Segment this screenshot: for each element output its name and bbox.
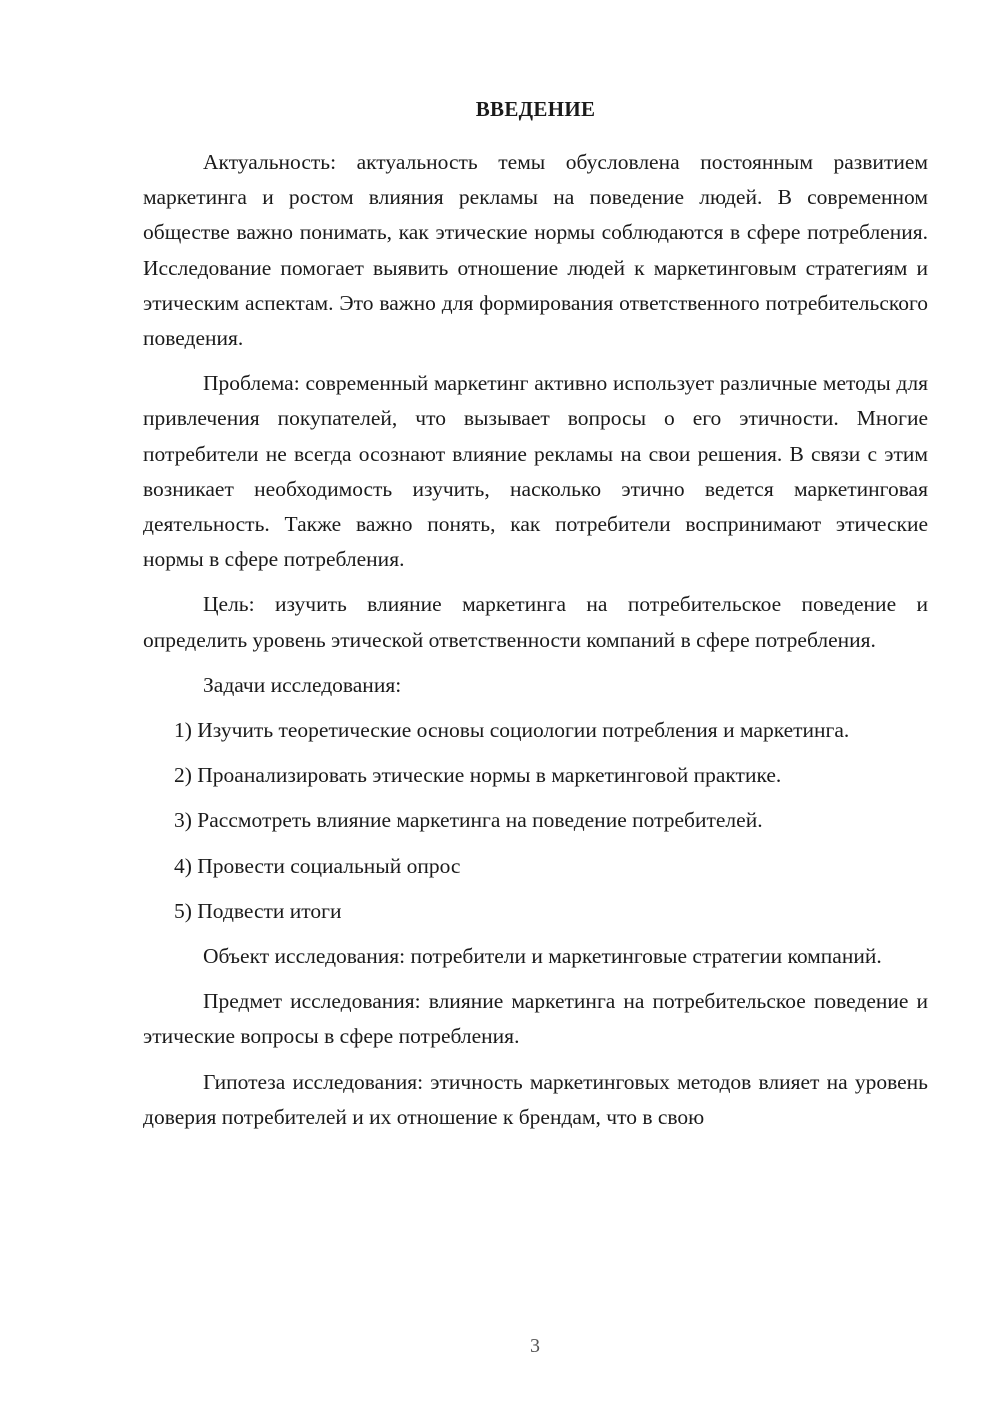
task-item-1: 1) Изучить теоретические основы социологии потребления и маркетинга. bbox=[174, 718, 850, 743]
task-item-4: 4) Провести социальный опрос bbox=[174, 853, 461, 878]
task-item-2: 2) Проанализировать этические нормы в маркетинговой практике. bbox=[174, 763, 782, 788]
paragraph-hypothesis: Гипотеза исследования: этичность маркетинговых методов влияет на уровень доверия потребителей и их отношение к брендам, что в свою bbox=[143, 1069, 928, 1129]
section-title: ВВЕДЕНИЕ bbox=[475, 97, 596, 121]
page-number: 3 bbox=[530, 1335, 540, 1357]
paragraph-tasks-heading: Задачи исследования: bbox=[203, 672, 402, 697]
page-content bbox=[143, 95, 928, 1135]
paragraph-problem: Проблема: современный маркетинг активно использует различные методы для привлечения покупателей, что вызывает вопросы о его этичности. Многие потребители не всегда осознают влияние рекламы на свои решения. В связи с этим возникает необходимость изучить, насколько этично ведется маркетинговая деятельность. Также важно понять, как потребители воспринимают этические нормы в сфере потребления. bbox=[143, 371, 928, 572]
task-item-3: 3) Рассмотреть влияние маркетинга на поведение потребителей. bbox=[174, 808, 763, 833]
paragraph-object: Объект исследования: потребители и маркетинговые стратегии компаний. bbox=[203, 944, 882, 969]
paragraph-goal: Цель: изучить влияние маркетинга на потребительское поведение и определить уровень этической ответственности компаний в сфере потребления. bbox=[143, 592, 928, 652]
task-item-5: 5) Подвести итоги bbox=[174, 898, 342, 923]
paragraph-subject: Предмет исследования: влияние маркетинга на потребительское поведение и этические вопросы в сфере потребления. bbox=[143, 989, 928, 1049]
paragraph-relevance: Актуальность: актуальность темы обусловлена постоянным развитием маркетинга и ростом влияния рекламы на поведение людей. В современном обществе важно понимать, как этические нормы соблюдаются в сфере потребления. Исследование помогает выявить отношение людей к маркетинговым стратегиям и этическим аспектам. Это важно для формирования ответственного потребительского поведения. bbox=[143, 150, 928, 351]
